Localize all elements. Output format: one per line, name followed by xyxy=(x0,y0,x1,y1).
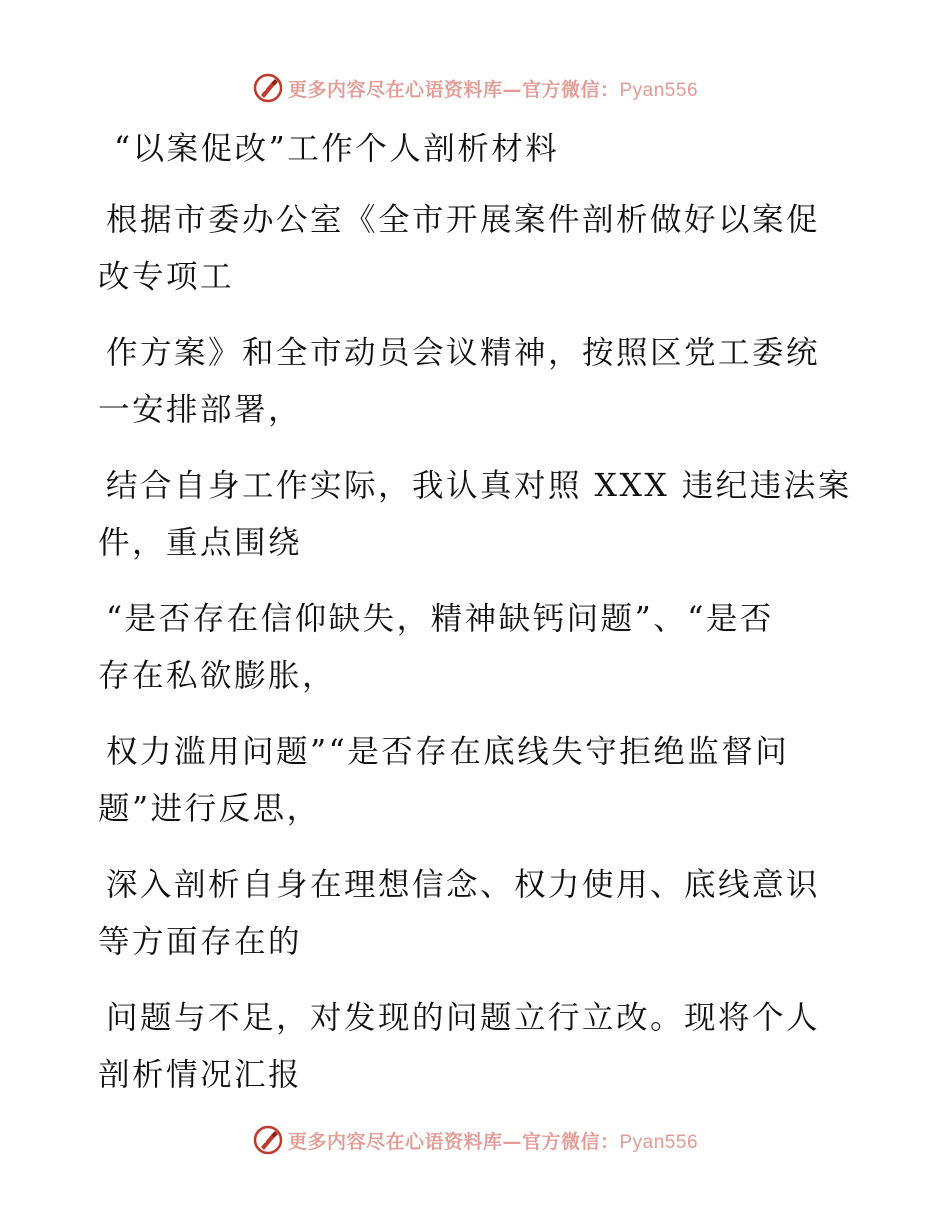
paragraph-line: 根据市委办公室《全市开展案件剖析做好以案促 xyxy=(106,202,821,238)
paragraph-line: 题”进行反思， xyxy=(98,791,321,827)
watermark-text: 更多内容尽在心语资料库—官方微信：Pyan556 xyxy=(287,78,699,101)
paragraph-line: “是否存在信仰缺失，精神缺钙问题”、“是否 xyxy=(106,601,774,637)
paragraph-line: 权力滥用问题”“是否存在底线失守拒绝监督问 xyxy=(106,734,790,770)
paragraph-line: 等方面存在的 xyxy=(98,924,303,960)
paragraph-line: 剖析情况汇报 xyxy=(98,1057,303,1093)
paragraph-line: 改专项工 xyxy=(98,259,235,295)
paragraph-line: 一安排部署， xyxy=(98,392,303,428)
paragraph-line: 件，重点围绕 xyxy=(98,525,303,561)
paragraph-line: 问题与不足，对发现的问题立行立改。现将个人 xyxy=(106,1000,821,1036)
paragraph-line: 结合自身工作实际，我认真对照 XXX 违纪违法案 xyxy=(106,468,852,504)
paragraph-line: 存在私欲膨胀， xyxy=(98,658,337,694)
pen-logo-icon xyxy=(252,1124,284,1156)
paragraph-line: 深入剖析自身在理想信念、权力使用、底线意识 xyxy=(106,867,821,903)
document-title: “以案促改”工作个人剖析材料 xyxy=(114,131,560,167)
paragraph-line: 作方案》和全市动员会议精神，按照区党工委统 xyxy=(106,335,821,371)
footer-watermark xyxy=(0,1122,950,1158)
watermark-text: 更多内容尽在心语资料库—官方微信：Pyan556 xyxy=(287,1130,699,1153)
